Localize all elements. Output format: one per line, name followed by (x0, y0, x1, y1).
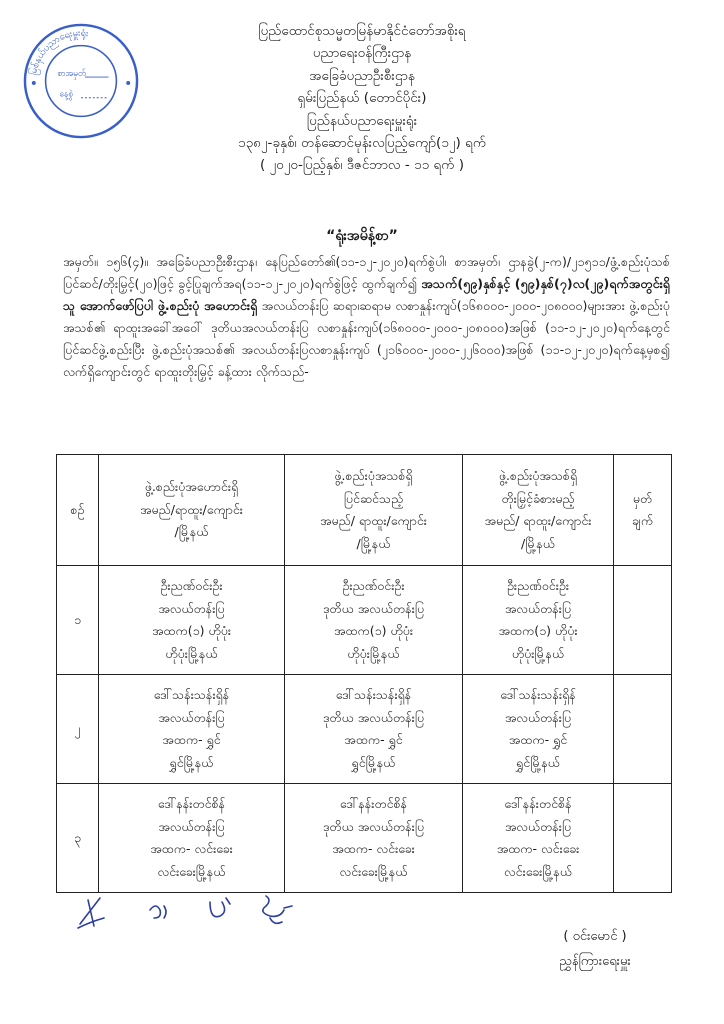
header-cell-line: ဖွဲ့.စည်းပုံအသစ်ရှိ (498, 468, 578, 483)
header-promoted-structure (463, 455, 614, 566)
header-cell-line: မှတ် (632, 490, 653, 506)
cell-old-line: အလယ်တန်းပြ (158, 818, 225, 834)
cell-old-line: အလယ်တန်းပြ (158, 600, 225, 616)
cell-revised-line: ဟိုပုံးမြို့နယ် (347, 645, 400, 661)
cell-promoted-line: ဒေါ်နန်းတင်စိန် (504, 796, 572, 811)
cell-old-line: ရွှင်မြို့နယ် (169, 754, 214, 770)
cell-promoted-line: ဦးညဏ်ဝင်းဦး (506, 578, 570, 593)
cell-serial: ၂ (57, 675, 99, 784)
cell-revised-structure (285, 675, 463, 784)
official-seal-stamp (22, 22, 140, 140)
cell-old-structure (99, 566, 285, 675)
signer-title: ညွှန်ကြားရေးမှူး (559, 954, 631, 969)
cell-revised-line: ဒုတိယ အလယ်တန်းပြ (322, 709, 425, 725)
header-cell-line: /မြို့နယ် (174, 524, 209, 540)
cell-promoted-line: အထက- ရွှင် (508, 732, 568, 747)
cell-old-line: လင်းခေးမြို့နယ် (157, 863, 226, 879)
header-cell-line: ဖွဲ့.စည်းပုံအဟောင်းရှိ (144, 479, 239, 495)
header-cell-line: အမည်/ရာထူး/ကျောင်း (140, 501, 243, 517)
cell-promoted-line: အလယ်တန်းပြ (504, 818, 572, 834)
table-row (57, 566, 672, 675)
header-cell-line: ပြင်ဆင်သည့် (343, 490, 404, 506)
handwritten-initials (70, 888, 310, 938)
header-cell-line: အမည်/ ရာထူး/ကျောင်း (484, 513, 592, 528)
table-row (57, 784, 672, 893)
header-cell-line: /မြို့နယ် (521, 535, 555, 551)
letterhead-ministry: ပညာရေးဝန်ကြီးဌာန (312, 45, 412, 62)
letterhead-gregorian-date: ( ၂၀၂၀-ပြည့်နှစ်၊ ဒီဇင်ဘာလ - ၁၁ ရက် ) (259, 157, 465, 174)
header-cell-line: ဖွဲ့.စည်းပုံအသစ်ရှိ (334, 468, 413, 483)
cell-promoted-line: အလယ်တန်းပြ (504, 600, 572, 616)
cell-promoted-structure (463, 675, 614, 784)
cell-old-structure (99, 784, 285, 893)
header-revised-structure (285, 455, 463, 566)
header-cell-line: ချက် (631, 513, 654, 528)
header-cell-line: စဉ် (70, 501, 85, 517)
cell-revised-structure (285, 784, 463, 893)
cell-revised-line: ဒုတိယ အလယ်တန်းပြ (322, 818, 425, 834)
cell-promoted-line: ရွှင်မြို့နယ် (516, 754, 560, 770)
letterhead-office: ပြည်နယ်ပညာရေးမှူးရုံး (306, 112, 418, 129)
cell-promoted-line: လင်းခေးမြို့နယ် (503, 863, 573, 879)
order-body (63, 251, 670, 383)
cell-revised-line: ဒေါ်နန်းတင်စိန် (339, 796, 408, 811)
cell-serial: ၃ (57, 784, 99, 893)
cell-old-line: ဟိုပုံးမြို့နယ် (165, 645, 218, 661)
cell-promoted-line: အထက- လင်းခေး (496, 841, 580, 856)
cell-remark (614, 566, 672, 675)
header-cell-line: အမည်/ ရာထူး/ကျောင်း (320, 513, 427, 528)
cell-remark (614, 675, 672, 784)
letterhead (150, 20, 574, 177)
header-cell-line: /မြို့နယ် (356, 535, 391, 551)
cell-remark (614, 784, 672, 893)
cell-revised-line: ဒုတိယ အလယ်တန်းပြ (322, 600, 425, 616)
cell-promoted-line: အထက(၁) ဟိုပုံး (498, 623, 578, 638)
table-header-row (57, 455, 672, 566)
cell-revised-line: အထက- လင်းခေး (332, 841, 415, 856)
header-cell-line: တိုးမြှင့်ခံစားမည့် (501, 490, 575, 506)
cell-old-structure (99, 675, 285, 784)
order-body-bold: အသက်(၅၉)နှစ်နှင့် (၅၉)နှစ်(၇)လ(၂၉)ရက်အတွင်းရှိသူ အောက်ဖော်ပြပါ ဖွဲ့.စည်းပုံ အဟောင်းရှိ (63, 276, 670, 313)
cell-promoted-line: ဒေါ်သန်းသန်းရှိန် (500, 687, 576, 702)
letterhead-state: ရှမ်းပြည်နယ် (တောင်ပိုင်း) (297, 90, 427, 107)
cell-revised-line: ရွှင်မြို့နယ် (351, 754, 396, 770)
svg-text:စာအမှတ်: စာအမှတ် (57, 68, 87, 79)
svg-text:မြစ်နှယ်ပညာရေးမှူးရုံး: မြစ်နှယ်ပညာရေးမှူးရုံး (28, 27, 89, 76)
cell-revised-line: အထက(၁) ဟိုပုံး (333, 623, 414, 638)
letterhead-myanmar-date: ၁၃၈၂-ခုနှစ်၊ တန်ဆောင်မုန်းလပြည့်ကျော်(၁၂) ရက် (237, 135, 487, 152)
cell-promoted-line: ဟိုပုံးမြို့နယ် (511, 645, 565, 661)
cell-old-line: အထက- ရွှင် (162, 732, 221, 747)
cell-promoted-structure (463, 784, 614, 893)
letterhead-government: ပြည်ထောင်စုသမ္မတမြန်မာနိုင်ငံတော်အစိုးရ (258, 23, 466, 39)
promotion-table (56, 454, 672, 893)
cell-promoted-structure (463, 566, 614, 675)
svg-text:နေ့စွဲ: နေ့စွဲ (59, 88, 73, 99)
cell-old-line: ဦးညဏ်ဝင်းဦး (160, 578, 223, 593)
cell-old-line: ဒေါ်နန်းတင်စိန် (157, 796, 226, 811)
header-remarks (614, 455, 672, 566)
cell-promoted-line: အလယ်တန်းပြ (504, 709, 572, 725)
cell-serial: ၁ (57, 566, 99, 675)
cell-old-line: အထက- လင်းခေး (150, 841, 233, 856)
signer-name: ( ဝင်းမောင် ) (563, 929, 627, 944)
signer-block (520, 924, 670, 974)
order-body-start: အမှတ်။ ၁၅၆(၄)။ အခြေခံပညာဦးစီးဌာန၊ နေပြည်တော်၏(၁၁-၁၂-၂၀၂၀)ရက်စွဲပါ၊ စာအမှတ်၊ ဌာနခွဲ(၂-က)/၂၁၅၁၁/ဖွံ့.စည်းပုံသစ်ပြင်ဆင်/တိုးမြှင့်(၂၀)ဖြင့် ခွင့်ပြုချက်အရ(၁၁-၁၂-၂၀၂၀)ရက်စွဲဖြင့် ထွက်ချက်၍ (63, 254, 670, 291)
cell-old-line: အထက(၁) ဟိုပုံး (151, 623, 232, 638)
table-row (57, 675, 672, 784)
header-serial (57, 455, 99, 566)
cell-revised-line: အထက- ရွှင် (344, 732, 403, 747)
order-body-end: အလယ်တန်းပြ ဆရာ၊ဆရာမ လစာနှုန်းကျပ်(၁၆၈၀၀၀-၂၀၀၀-၂၀၈၀၀၀)များအား ဖွဲ့.စည်းပုံအသစ်၏ ရာထူးအခေါ်အဝေါ် ဒုတိယအလယ်တန်းပြ လစာနှုန်းကျပ်(၁၆၈၀၀၀-၂၀၀၀-၂၀၈၀၀၀)အဖြစ် (၁၁-၁၂-၂၀၂၀)ရက်နေ့တွင် ပြင်ဆင်ဖွဲ့.စည်းပြီး ဖွဲ့.စည်းပုံအသစ်၏ အလယ်တန်းပြလစာနှုန်းကျပ် (၂၁၆၀၀၀-၂၀၀၀-၂၂၆၀၀၀)အဖြစ် (၁၁-၁၂-၂၀၂၀)ရက်နေ့မှစ၍ လက်ရှိကျောင်းတွင် ရာထူးတိုးမြှင့် ခန့်ထား လိုက်သည်- (63, 298, 670, 379)
letterhead-department: အခြေခံပညာဦးစီးဌာန (309, 67, 415, 84)
header-old-structure (99, 455, 285, 566)
cell-old-line: အလယ်တန်းပြ (158, 709, 225, 725)
cell-revised-structure (285, 566, 463, 675)
cell-revised-line: ဒေါ်သန်းသန်းရှိန် (335, 687, 412, 702)
cell-revised-line: လင်းခေးမြို့နယ် (339, 863, 408, 879)
cell-old-line: ဒေါ်သန်းသန်းရှိန် (153, 687, 230, 702)
cell-revised-line: ဦးညဏ်ဝင်းဦး (342, 578, 405, 593)
order-title: “ရုံးအမိန့်စာ” (326, 228, 398, 244)
